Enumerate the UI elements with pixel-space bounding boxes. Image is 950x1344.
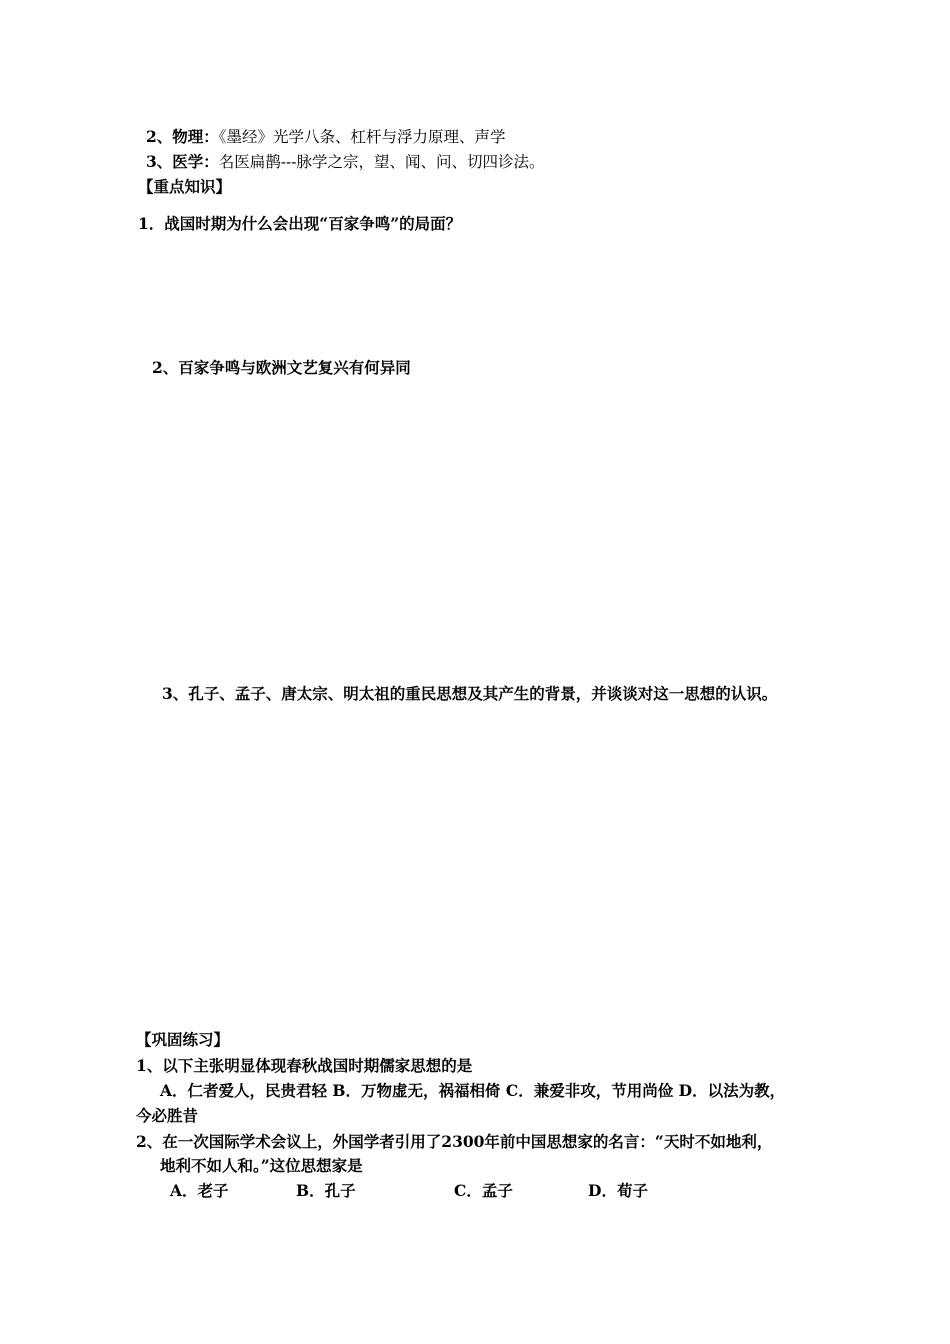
key-question-3: 3、孔子、孟子、唐太宗、明太祖的重民思想及其产生的背景，并谈谈对这一思想的认识。: [162, 684, 778, 703]
practice-q2-option-d: D．荀子: [588, 1181, 648, 1200]
key-points-heading: 【重点知识】: [138, 177, 232, 196]
practice-heading: 【巩固练习】: [136, 1030, 230, 1049]
physics-label: 2、物理：: [146, 127, 219, 146]
practice-q1-options: A．仁者爱人，民贵君轻 B．万物虚无，祸福相倚 C．兼爱非攻，节用尚俭 D．以法为教，: [160, 1081, 786, 1100]
practice-q2-stem: 2、在一次国际学术会议上，外国学者引用了2300年前中国思想家的名言：“天时不如地利，: [136, 1132, 773, 1151]
practice-q2-option-a: A．老子: [170, 1181, 229, 1200]
practice-q2-option-c: C．孟子: [454, 1181, 513, 1200]
practice-q2-option-b: B．孔子: [296, 1181, 356, 1200]
practice-q1-stem: 1、以下主张明显体现春秋战国时期儒家思想的是: [136, 1056, 473, 1075]
practice-q2-stem-cont: 地利不如人和。”这位思想家是: [160, 1156, 363, 1175]
medicine-text: 名医扁鹊---脉学之宗，望、闻、问、切四诊法。: [218, 153, 545, 171]
physics-text: 《墨经》光学八条、杠杆与浮力原理、声学: [218, 128, 506, 146]
medicine-label: 3、医学：: [146, 152, 219, 171]
medicine-line: [146, 151, 545, 173]
key-question-1: 1．战国时期为什么会出现“百家争鸣”的局面？: [138, 214, 462, 233]
practice-q1-options-cont: 今必胜昔: [136, 1106, 199, 1125]
physics-line: [146, 126, 506, 148]
key-question-2: 2、百家争鸣与欧洲文艺复兴有何异同: [152, 358, 411, 377]
